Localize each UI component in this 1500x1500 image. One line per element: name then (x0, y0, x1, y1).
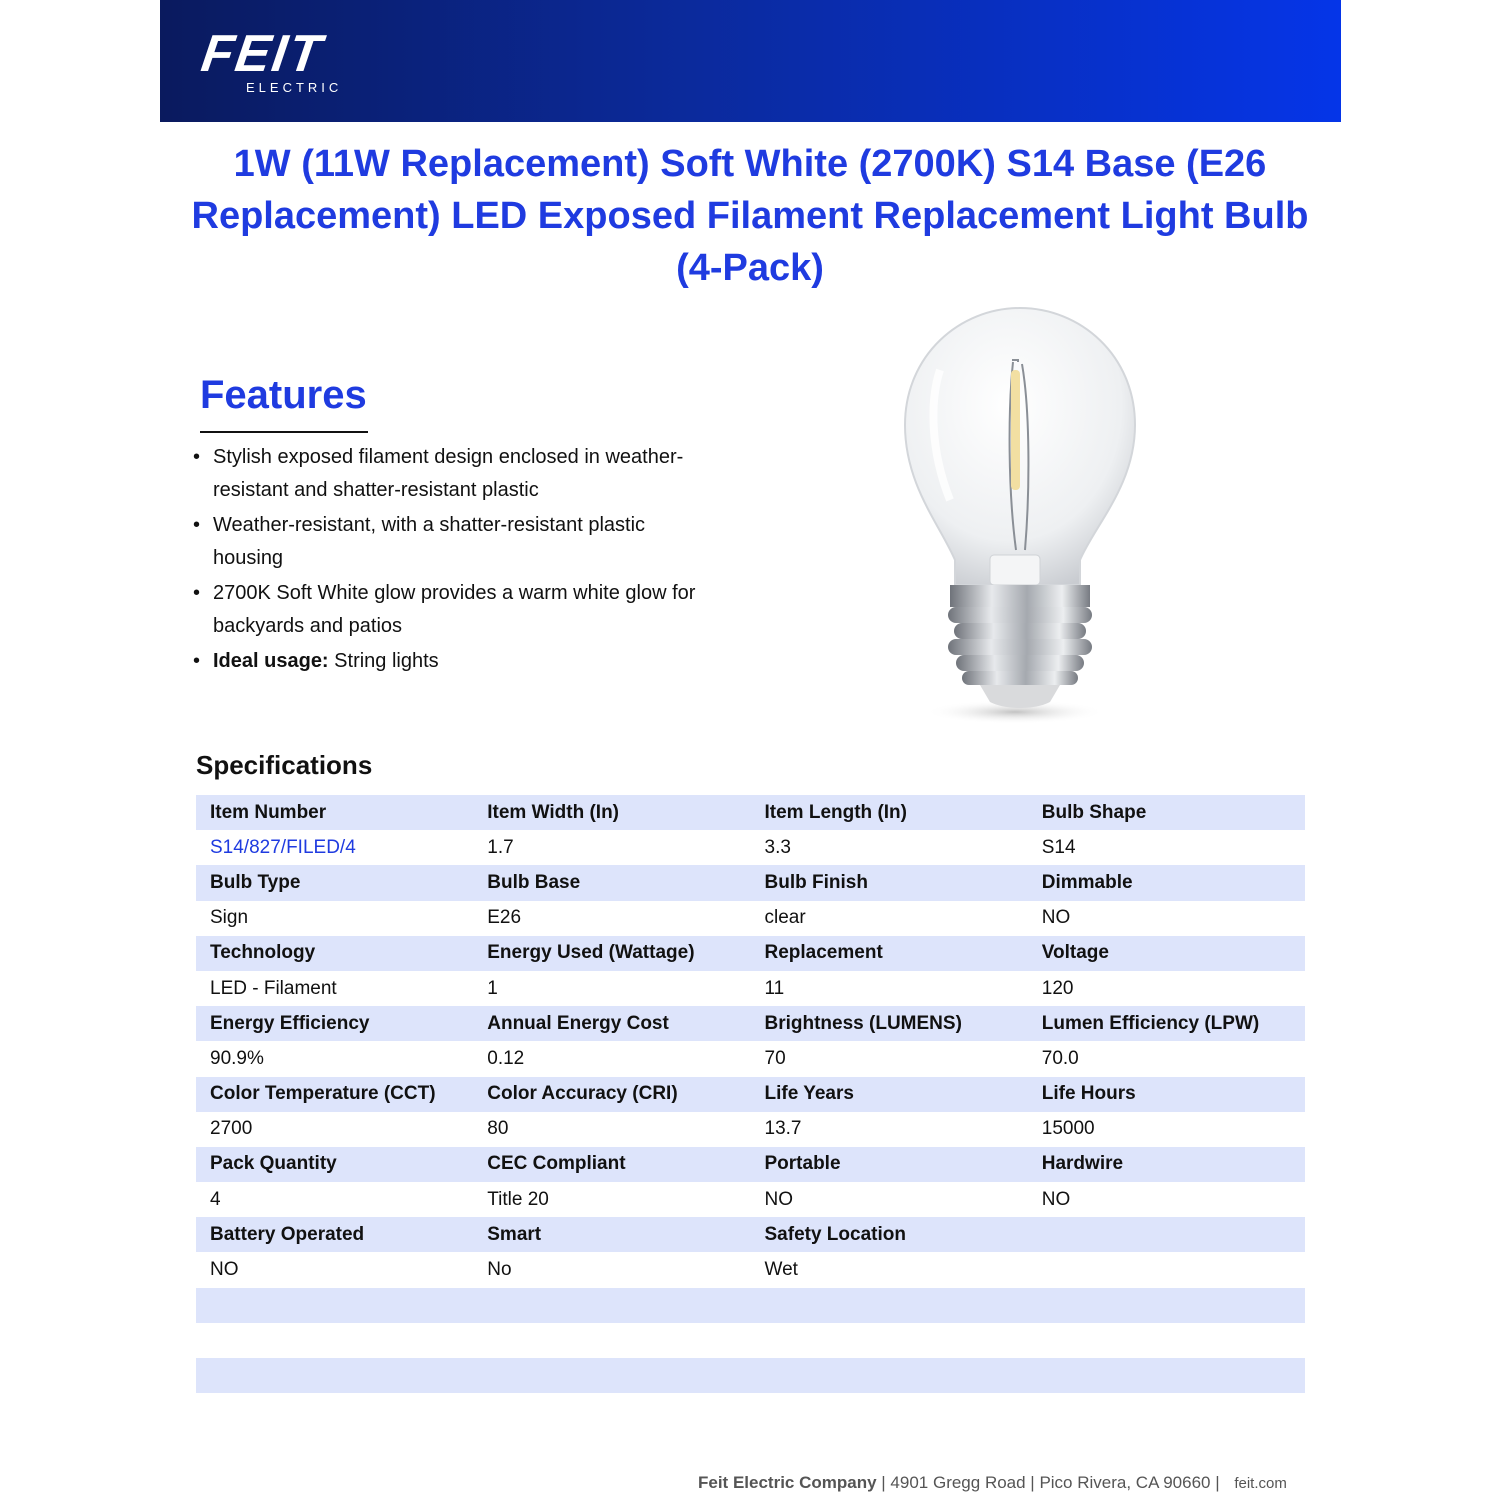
specifications-table (196, 795, 1305, 1393)
spec-value: 15000 (1041, 1118, 1095, 1140)
spec-label (473, 1288, 750, 1323)
feature-strong: Ideal usage: (213, 650, 329, 672)
spec-value: 80 (487, 1118, 509, 1140)
spec-value-row (196, 971, 1305, 1006)
spec-label: Battery Operated (210, 1223, 365, 1245)
spec-value (1028, 1252, 1305, 1287)
spec-value: 4 (210, 1188, 221, 1210)
spec-label-row-empty (196, 1358, 1305, 1393)
spec-label: Color Temperature (CCT) (210, 1083, 436, 1105)
spec-value: 1 (487, 977, 498, 999)
footer-company: Feit Electric Company (698, 1473, 877, 1492)
spec-label (473, 1358, 750, 1393)
feature-text: Stylish exposed filament design enclosed in weather-resistant and shatter-resistant plastic (213, 446, 684, 501)
logo-subtitle: ELECTRIC (246, 80, 343, 95)
footer-address: | 4901 Gregg Road | Pico Rivera, CA 90660 | (876, 1473, 1225, 1492)
spec-value: NO (764, 1188, 793, 1210)
spec-label: Smart (487, 1223, 542, 1245)
spec-value: Wet (764, 1259, 798, 1281)
spec-label: Annual Energy Cost (487, 1012, 669, 1034)
spec-value-row (196, 1182, 1305, 1217)
spec-label-row (196, 865, 1305, 900)
spec-label (196, 1288, 473, 1323)
spec-label-row (196, 1147, 1305, 1182)
spec-label-row (196, 1006, 1305, 1041)
spec-value: 13.7 (764, 1118, 802, 1140)
spec-value-row (196, 1112, 1305, 1147)
spec-value: clear (764, 907, 806, 929)
spec-value: LED - Filament (210, 977, 337, 999)
feature-text: Weather-resistant, with a shatter-resistant plastic housing (213, 514, 646, 569)
spec-label: Voltage (1041, 942, 1109, 964)
spec-label: Life Hours (1041, 1083, 1136, 1105)
spec-label (1028, 1358, 1305, 1393)
spec-value: 0.12 (487, 1047, 525, 1069)
spec-label: Item Width (In) (487, 801, 619, 823)
spec-value (196, 1323, 473, 1358)
spec-value: NO (1041, 1188, 1071, 1210)
spec-value-row (196, 1252, 1305, 1287)
spec-label: Brightness (LUMENS) (764, 1012, 962, 1034)
spec-value: E26 (487, 907, 522, 929)
spec-label: Lumen Efficiency (LPW) (1041, 1012, 1260, 1034)
spec-value (1028, 1323, 1305, 1358)
feature-item (193, 577, 713, 643)
spec-value: 1.7 (487, 836, 514, 858)
features-heading: Features (200, 373, 367, 417)
spec-label: Item Number (210, 801, 327, 823)
specifications-heading: Specifications (196, 750, 373, 780)
product-title: 1W (11W Replacement) Soft White (2700K) S14 Base (E26 Replacement) LED Exposed Filament Replacement Light Bulb (4-Pack) (191, 143, 1309, 289)
spec-label-row (196, 795, 1305, 830)
spec-value (473, 1323, 750, 1358)
spec-label-row (196, 936, 1305, 971)
spec-label: Bulb Type (210, 871, 301, 893)
spec-value: 120 (1041, 977, 1074, 999)
spec-value: 11 (764, 977, 785, 999)
bulb-image (880, 300, 1160, 730)
spec-value: 3.3 (764, 836, 791, 858)
spec-label: Energy Used (Wattage) (487, 942, 695, 964)
spec-value: No (487, 1259, 512, 1281)
features-list (193, 441, 713, 680)
spec-label: Replacement (764, 942, 883, 964)
feature-item (193, 441, 713, 507)
footer-website-link[interactable]: feit.com (1234, 1475, 1287, 1492)
spec-value-row (196, 901, 1305, 936)
spec-value-row (196, 830, 1305, 865)
spec-value: S14 (1041, 836, 1076, 858)
spec-value: Sign (210, 907, 249, 929)
feature-text: 2700K Soft White glow provides a warm white glow for backyards and patios (213, 582, 696, 637)
spec-label: Bulb Finish (764, 871, 868, 893)
spec-value: 70.0 (1041, 1047, 1079, 1069)
spec-label: Life Years (764, 1083, 854, 1105)
spec-value-row (196, 1041, 1305, 1076)
spec-value: NO (1041, 907, 1071, 929)
footer (698, 1473, 1287, 1493)
spec-label (751, 1358, 1028, 1393)
spec-label-row-empty (196, 1288, 1305, 1323)
spec-label: Pack Quantity (210, 1153, 337, 1175)
spec-label (1028, 1217, 1305, 1252)
feature-item (193, 509, 713, 575)
spec-label: Hardwire (1041, 1153, 1124, 1175)
spec-label (196, 1358, 473, 1393)
spec-label: Color Accuracy (CRI) (487, 1083, 678, 1105)
spec-label (751, 1288, 1028, 1323)
feature-text: String lights (328, 650, 439, 672)
spec-label-row (196, 1217, 1305, 1252)
spec-value: 70 (764, 1047, 786, 1069)
spec-value (751, 1323, 1028, 1358)
features-underline (200, 431, 368, 433)
spec-label: Technology (210, 942, 316, 964)
spec-label: Portable (764, 1153, 841, 1175)
spec-label: Energy Efficiency (210, 1012, 370, 1034)
spec-label: Item Length (In) (764, 801, 907, 823)
spec-label: Bulb Shape (1041, 801, 1147, 823)
spec-value: NO (210, 1259, 239, 1281)
spec-label: CEC Compliant (487, 1153, 626, 1175)
feature-item (193, 645, 713, 678)
spec-label: Bulb Base (487, 871, 581, 893)
spec-label-row (196, 1077, 1305, 1112)
feit-logo (197, 25, 343, 95)
spec-value: Title 20 (487, 1188, 549, 1210)
item-number-link[interactable]: S14/827/FILED/4 (210, 836, 356, 858)
spec-label (1028, 1288, 1305, 1323)
spec-value-row-empty (196, 1323, 1305, 1358)
spec-label: Safety Location (764, 1223, 906, 1245)
spec-label: Dimmable (1041, 871, 1133, 893)
spec-value: 2700 (210, 1118, 253, 1140)
spec-value: 90.9% (210, 1047, 264, 1069)
logo-wordmark: FEIT (197, 25, 327, 83)
